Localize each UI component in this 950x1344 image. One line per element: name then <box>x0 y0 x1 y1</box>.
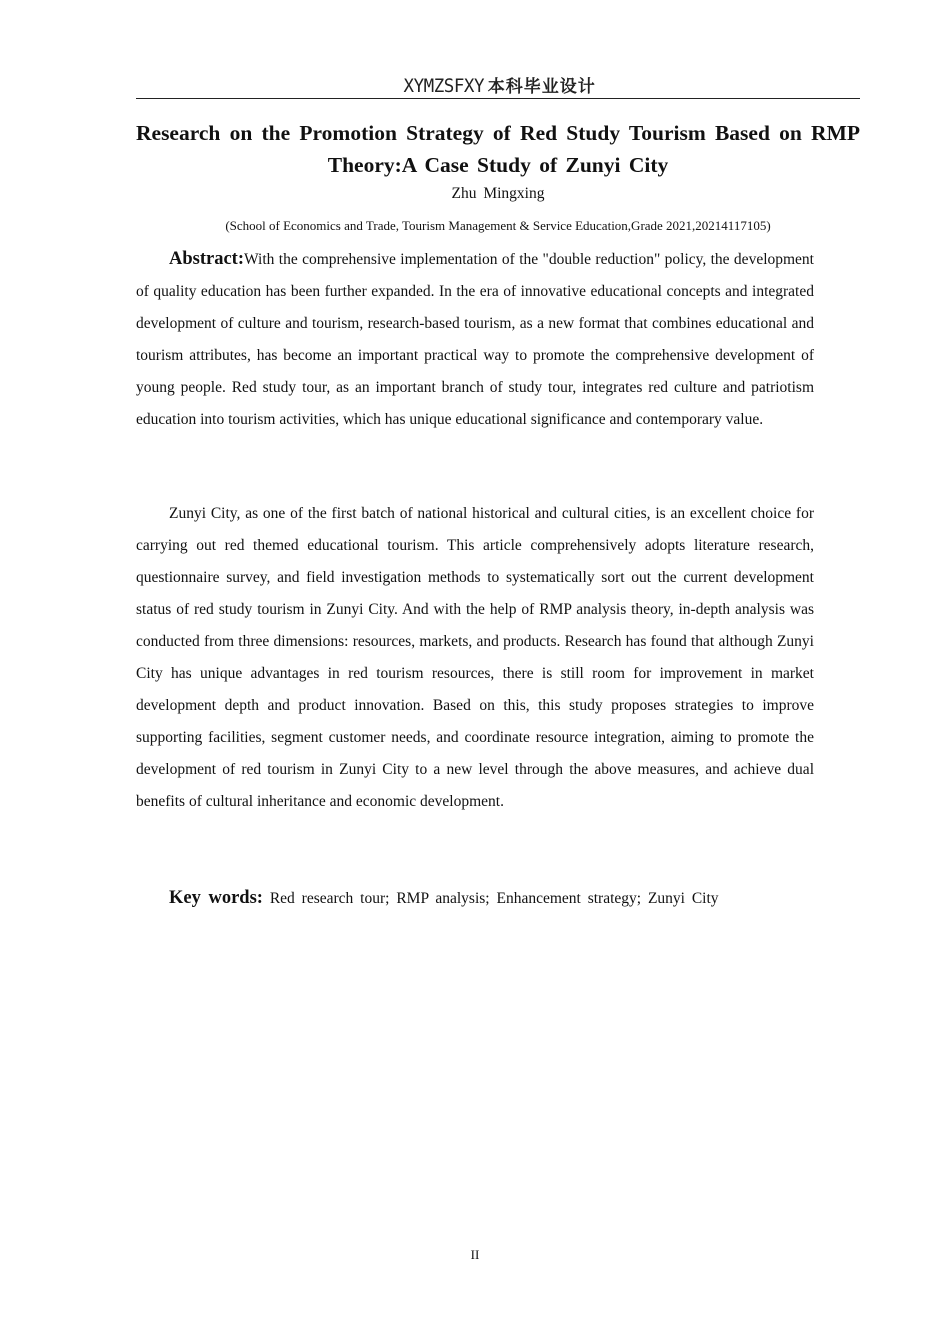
page-number: II <box>470 1247 480 1262</box>
keywords-line <box>136 882 814 915</box>
abstract-text-1: With the comprehensive implementation of the "double reduction" policy, the development of quality education has been further expanded. In the era of innovative educational concepts and integrated development of culture and tourism, research-based tourism, as a new format that combines educational and tourism attributes, has become an important practical way to promote the comprehensive development of young people. Red study tour, as an important branch of study tour, integrates red culture and patriotism education into tourism activities, which has unique educational significance and contemporary value. <box>136 251 814 428</box>
abstract-paragraph-2: Zunyi City, as one of the first batch of national historical and cultural cities, is an excellent choice for carrying out red themed educational tourism. This article comprehensively adopts literature research, questionnaire survey, and field investigation methods to systematically sort out the current development status of red study tourism in Zunyi City. And with the help of RMP analysis theory, in-depth analysis was conducted from three dimensions: resources, markets, and products. Research has found that although Zunyi City has unique advantages in red tourism resources, there is still room for improvement in market development depth and product innovation. Based on this, this study proposes strategies to improve supporting facilities, segment customer needs, and coordinate resource integration, aiming to promote the development of red tourism in Zunyi City to a new level through the above measures, and achieve dual benefits of cultural inheritance and economic development. <box>136 505 814 810</box>
keywords-text: Red research tour; RMP analysis; Enhancement strategy; Zunyi City <box>269 890 719 907</box>
author-affiliation: (School of Economics and Trade, Tourism Management & Service Education,Grade 2021,20214117105) <box>225 218 771 233</box>
running-header <box>136 72 860 99</box>
header-latin-text: XYMZSFXY <box>403 75 485 97</box>
author-name: Zhu Mingxing <box>451 185 545 202</box>
header-cjk-text: 本科毕业设计 <box>487 77 596 97</box>
abstract-paragraph-1 <box>136 243 814 436</box>
abstract-label: Abstract: <box>169 249 245 269</box>
paper-title: Research on the Promotion Strategy of Red Study Tourism Based on RMP Theory:A Case Study of Zunyi City <box>136 121 860 177</box>
keywords-label: Key words: <box>169 888 263 908</box>
